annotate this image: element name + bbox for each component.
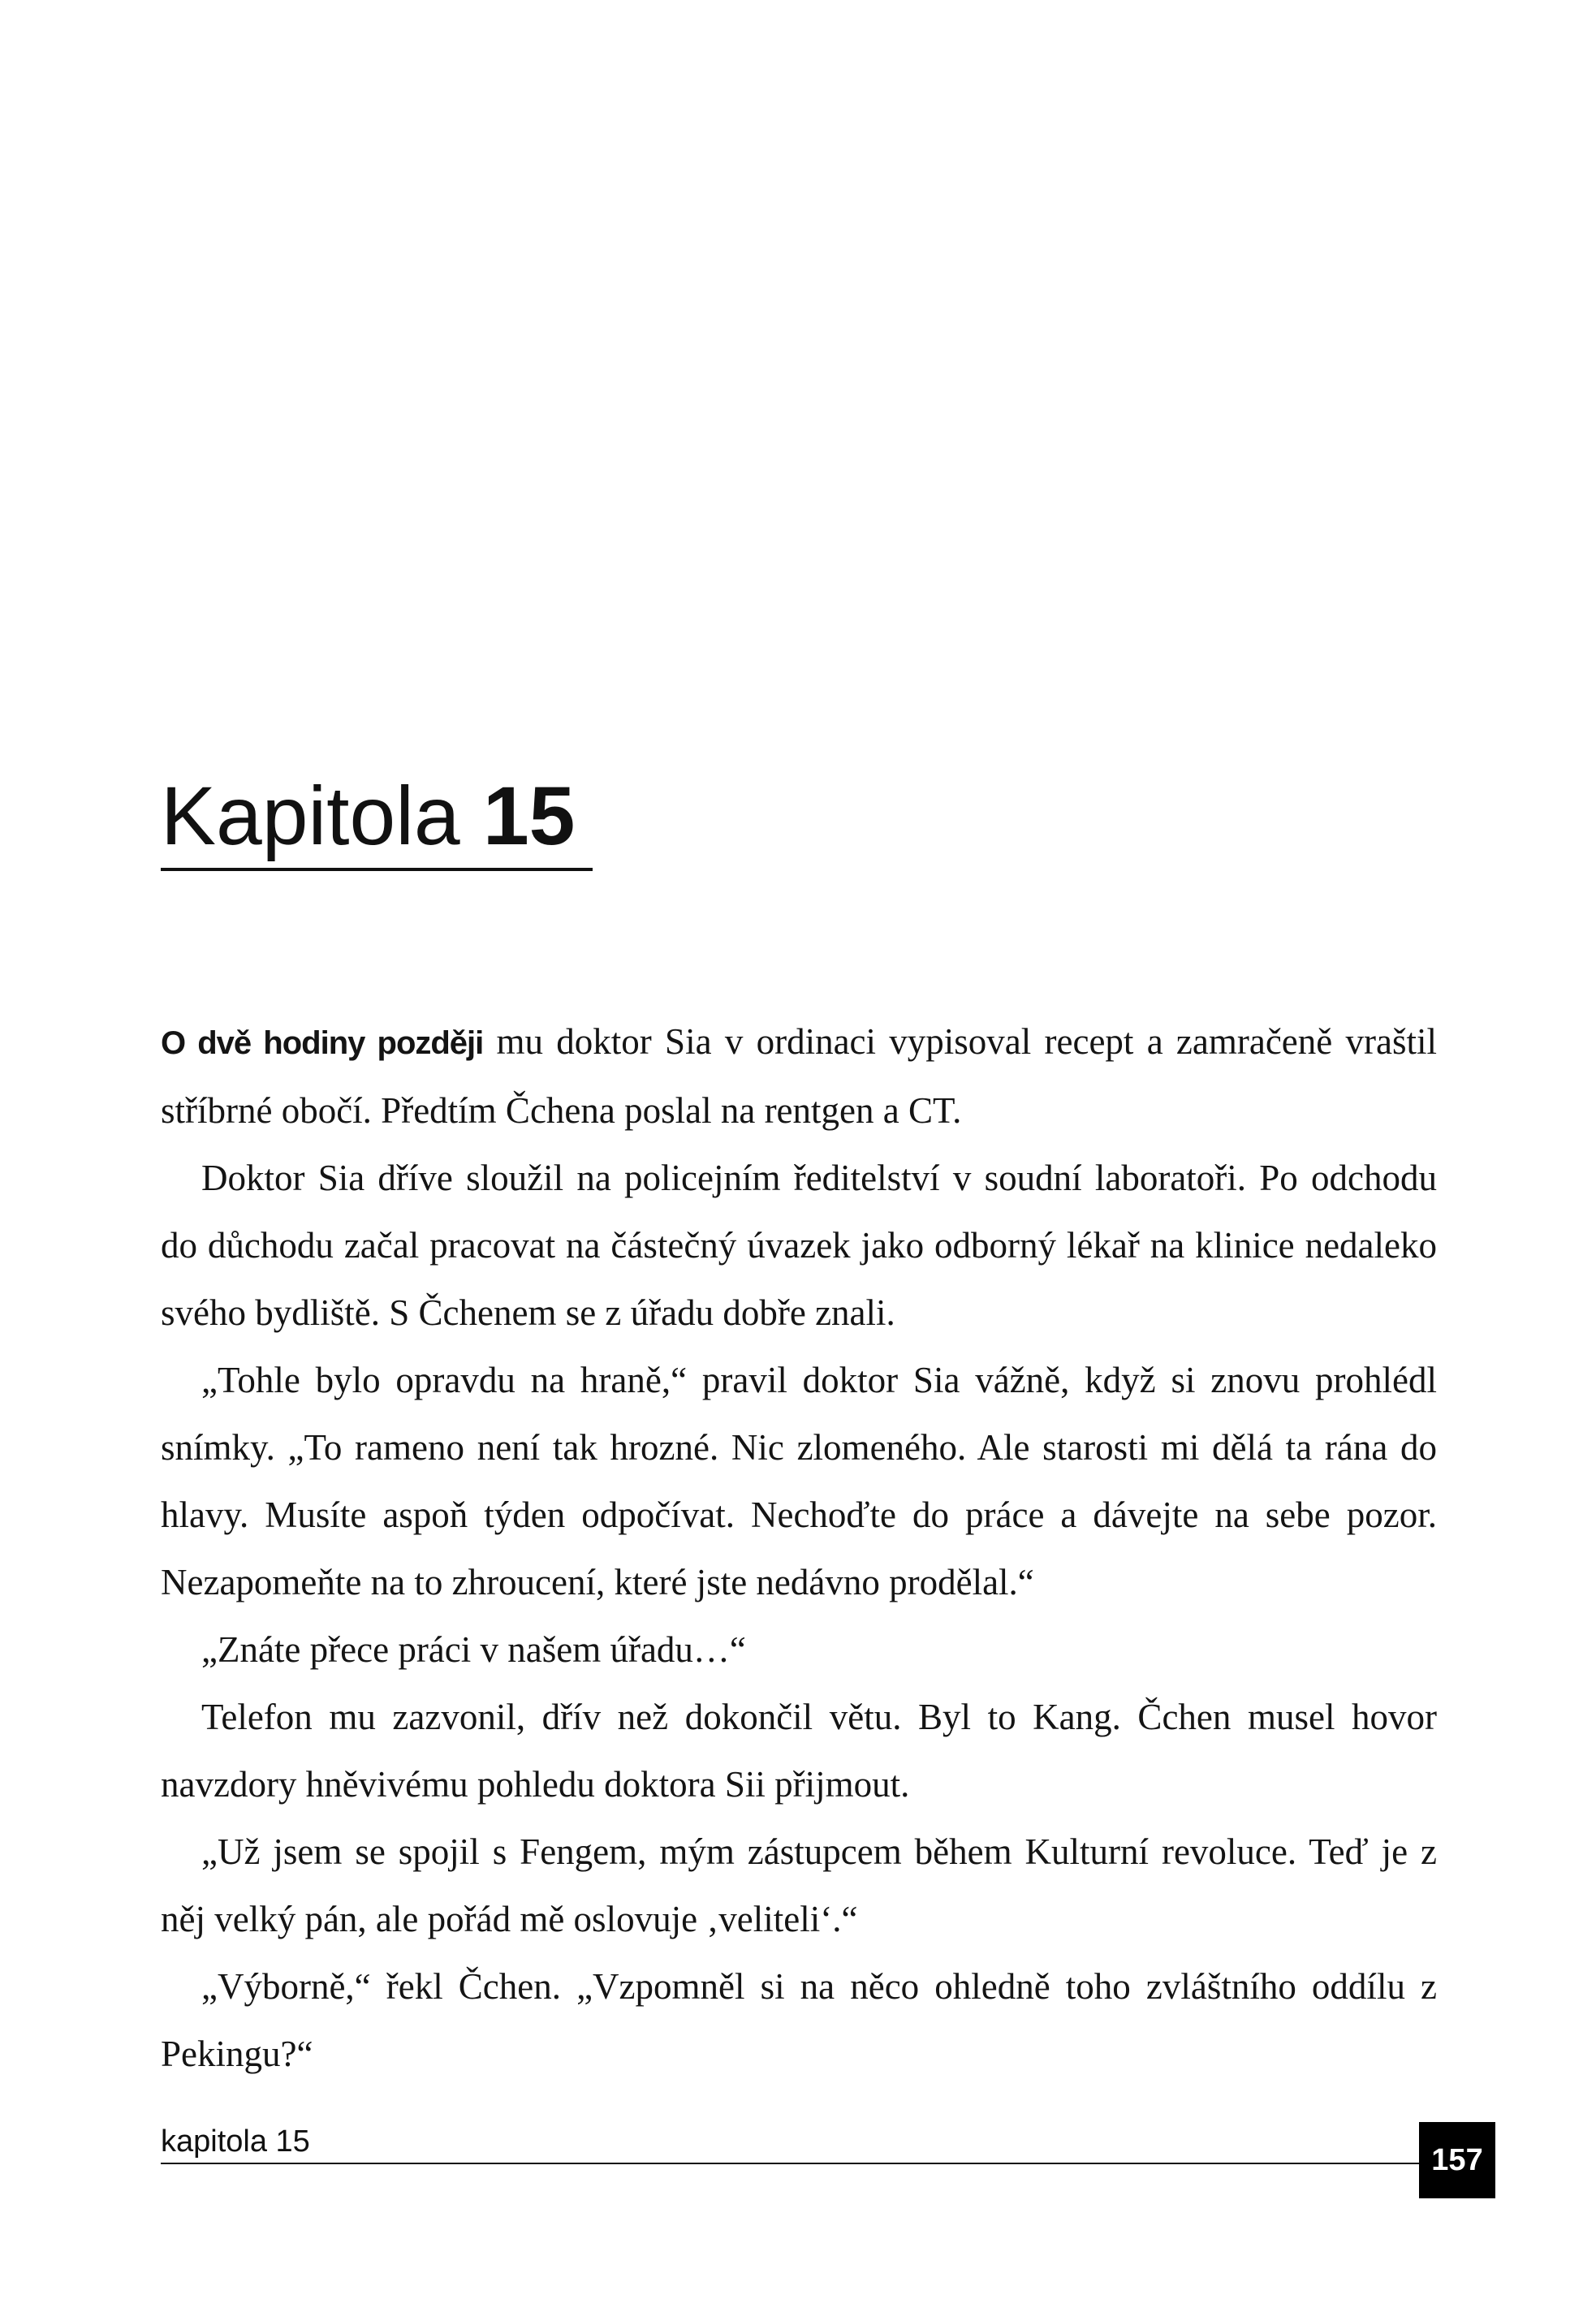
running-footer-title: kapitola 15 <box>161 2124 310 2159</box>
paragraph-6: „Už jsem se spojil s Fengem, mým zástupcem během Kulturní revoluce. Teď je z něj velký pán, ale pořád mě oslovuje ‚veliteli‘.“ <box>161 1831 1437 1939</box>
paragraph-lead-in: O dvě hodiny později <box>161 1025 484 1061</box>
paragraph-1-text: mu doktor Sia v ordinaci vypisoval recept a zamračeně vraštil stříbrné obočí. Předtím Čchena poslal na rentgen a CT. <box>161 1021 1437 1131</box>
paragraph-1 <box>161 1008 1437 1145</box>
paragraph-2: Doktor Sia dříve sloužil na policejním ředitelství v soudní laboratoři. Po odchodu do důchodu začal pracovat na částečný úvazek jako odborný lékař na klinice nedaleko svého bydliště. S Čchenem se z úřadu dobře znali. <box>161 1158 1437 1333</box>
paragraph-3: „Tohle bylo opravdu na hraně,“ pravil doktor Sia vážně, když si znovu prohlédl snímky. „To rameno není tak hrozné. Nic zlomeného. Ale starosti mi dělá ta rána do hlavy. Musíte aspoň týden odpočívat. Nechoďte do práce a dávejte na sebe pozor. Nezapomeňte na to zhroucení, které jste nedávno prodělal.“ <box>161 1360 1437 1602</box>
chapter-heading-number: 15 <box>482 770 576 862</box>
footer-rule <box>161 2163 1421 2164</box>
body-text <box>161 1008 1437 2088</box>
chapter-heading-word: Kapitola <box>161 770 460 862</box>
paragraph-4: „Znáte přece práci v našem úřadu…“ <box>201 1629 746 1670</box>
chapter-heading <box>161 770 593 871</box>
page-number: 157 <box>1419 2122 1495 2198</box>
paragraph-5: Telefon mu zazvonil, dřív než dokončil větu. Byl to Kang. Čchen musel hovor navzdory hněvivému pohledu doktora Sii přijmout. <box>161 1697 1437 1805</box>
paragraph-7: „Výborně,“ řekl Čchen. „Vzpomněl si na něco ohledně toho zvláštního oddílu z Pekingu?“ <box>161 1966 1437 2074</box>
